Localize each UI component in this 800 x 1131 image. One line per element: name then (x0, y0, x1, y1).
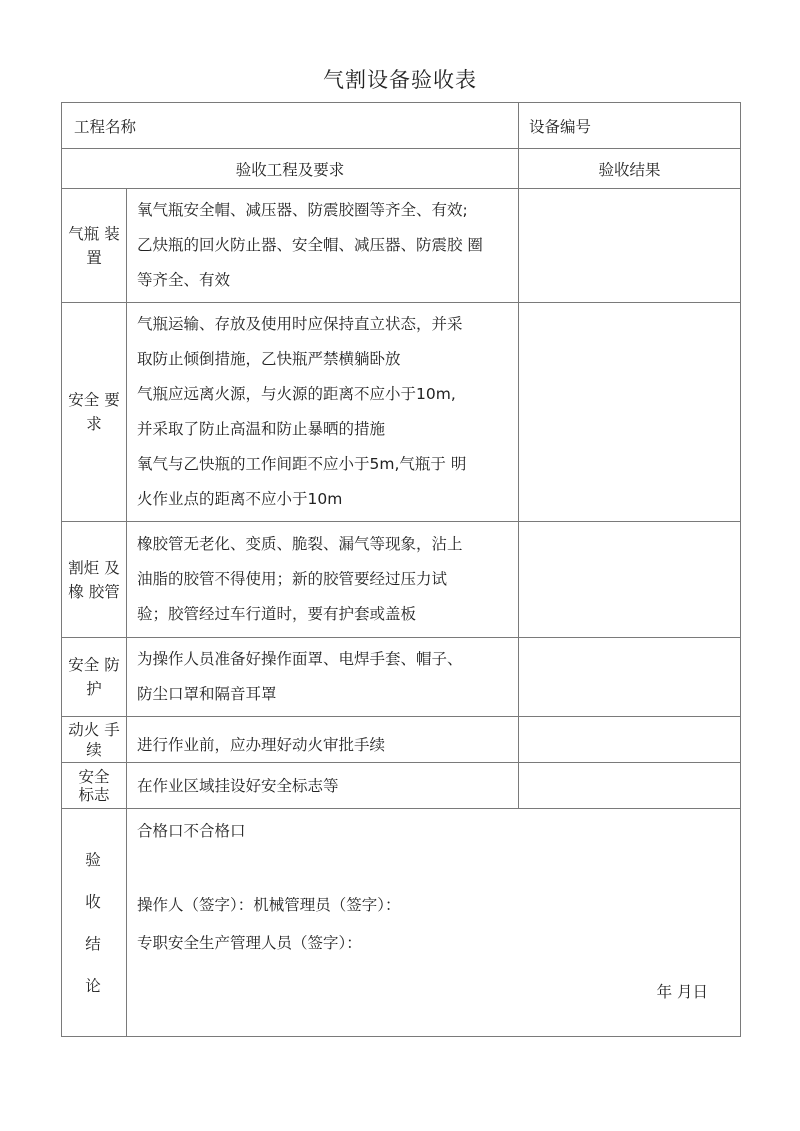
row-label-hotwork (62, 717, 127, 763)
table-row (62, 522, 741, 638)
project-name-label: 工程名称 (62, 103, 519, 149)
conclusion-cell (127, 809, 741, 1037)
content-line: 等齐全、有效 (137, 271, 231, 289)
date-line: 年 月日 (656, 983, 709, 1001)
result-options[interactable]: 合格口不合格口 (137, 822, 246, 840)
row-label-text: 安全 防护 (68, 656, 120, 698)
row-content (127, 522, 519, 638)
row-label-text: 气瓶 装置 (68, 224, 120, 267)
row-content (127, 717, 519, 763)
result-cell[interactable] (519, 303, 741, 522)
result-cell[interactable] (519, 717, 741, 763)
table-row (62, 763, 741, 809)
row-label-text: 安全标志 (78, 767, 110, 804)
row-label-safety (62, 303, 127, 522)
conclusion-label-text: 验 收 结 论 (85, 850, 109, 995)
content-line: 进行作业前，应办理好动火审批手续 (137, 735, 386, 754)
table-row (62, 638, 741, 717)
content-line: 气瓶运输、存放及使用时应保持直立状态，并采 (137, 315, 463, 333)
result-cell[interactable] (519, 522, 741, 638)
content-line: 乙炔瓶的回火防止器、安全帽、减压器、防震胶 圈 (137, 236, 483, 254)
signers-line: 操作人（签字）：机械管理员（签字）： (137, 896, 401, 914)
content-line: 取防止倾倒措施，乙快瓶严禁横躺卧放 (137, 350, 401, 368)
result-header: 验收结果 (519, 149, 741, 189)
row-label-text: 安全 要求 (68, 391, 120, 433)
row-label-text: 动火 手续 (68, 720, 120, 759)
content-line: 氧气瓶安全帽、减压器、防震胶圈等齐全、有效; (137, 201, 468, 219)
row-label-cylinder (62, 189, 127, 303)
items-header: 验收工程及要求 (62, 149, 519, 189)
row-label-signs (62, 763, 127, 809)
row-content (127, 638, 519, 717)
row-label-text: 割炬 及橡 胶管 (68, 558, 120, 601)
content-line: 橡胶管无老化、变质、脆裂、漏气等现象，沾上 (137, 535, 463, 553)
result-cell[interactable] (519, 638, 741, 717)
result-cell[interactable] (519, 189, 741, 303)
row-label-torch (62, 522, 127, 638)
page-title: 气割设备验收表 (323, 68, 477, 92)
content-line: 并采取了防止高温和防止暴晒的措施 (137, 420, 386, 438)
row-label-protection (62, 638, 127, 717)
table-row (62, 189, 741, 303)
table-row (62, 303, 741, 522)
acceptance-table (61, 102, 741, 1037)
row-content (127, 303, 519, 522)
content-line: 验；胶管经过车行道时，要有护套或盖板 (137, 605, 417, 623)
conclusion-label (62, 809, 127, 1037)
equipment-no-label: 设备编号 (519, 103, 741, 149)
content-line: 油脂的胶管不得使用；新的胶管要经过压力试 (137, 570, 448, 588)
content-line: 为操作人员准备好操作面罩、电焊手套、帽子、 (137, 650, 463, 668)
safety-officer-line: 专职安全生产管理人员（签字）： (137, 934, 362, 952)
content-line: 防尘口罩和隔音耳罩 (137, 685, 277, 703)
table-row (62, 809, 741, 1037)
row-content (127, 189, 519, 303)
content-line: 氧气与乙快瓶的工作间距不应小于5m,气瓶于 明 (137, 455, 467, 473)
row-content (127, 763, 519, 809)
table-row (62, 717, 741, 763)
content-line: 在作业区域挂设好安全标志等 (137, 776, 339, 795)
result-cell[interactable] (519, 763, 741, 809)
content-line: 火作业点的距离不应小于10m (137, 490, 343, 508)
content-line: 气瓶应远离火源，与火源的距离不应小于10m, (137, 385, 456, 403)
